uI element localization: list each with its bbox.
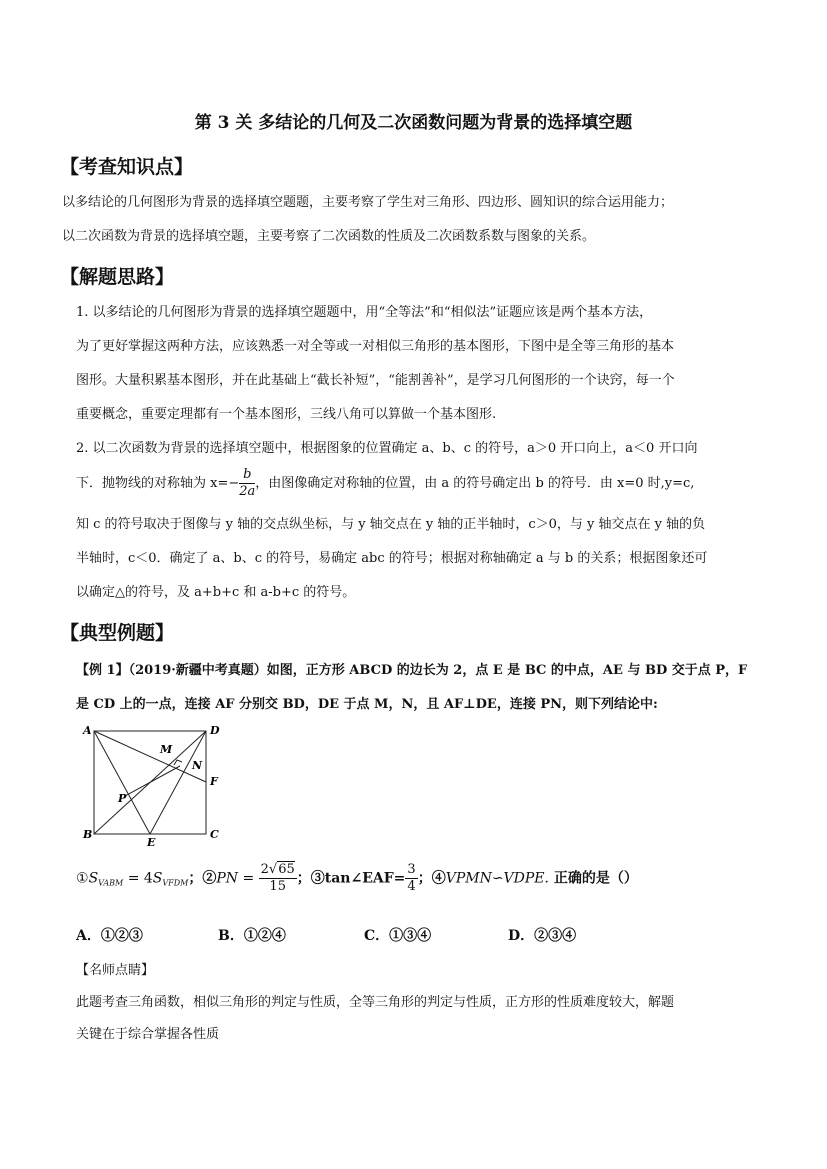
label-p: P bbox=[118, 792, 127, 805]
label-m: M bbox=[160, 743, 173, 756]
conclusion-2-denominator: 15 bbox=[269, 879, 286, 894]
conclusion-1-mark: ① bbox=[76, 870, 89, 887]
knowledge-line-1: 以多结论的几何图形为背景的选择填空题题，主要考察了学生对三角形、四边形、圆知识的综合运用能力； bbox=[62, 195, 674, 210]
knowledge-line-2: 以二次函数为背景的选择填空题，主要考察了二次函数的性质及二次函数系数与图象的关系。 bbox=[62, 229, 596, 244]
option-a: A．①②③ bbox=[76, 928, 143, 944]
option-c: C．①③④ bbox=[364, 928, 432, 944]
example-1-line-2: 是 CD 上的一点，连接 AF 分别交 BD，DE 于点 M，N，且 AF⊥DE，连接 PN，则下列结论中: bbox=[76, 697, 658, 712]
approach-1-line-3: 图形。大量积累基本图形，并在此基础上“截长补短”，“能割善补”，是学习几何图形的一个诀窍，每一个 bbox=[76, 373, 675, 388]
section-heading-approach: 【解题思路】 bbox=[60, 266, 175, 288]
segment-pn bbox=[125, 766, 180, 796]
approach-2-line-2-post: ，由图像确定对称轴的位置，由 a 的符号确定出 b 的符号．由 x=0 时,y=c, bbox=[255, 476, 695, 491]
conclusion-1-subscript-fdm: VFDM bbox=[162, 878, 189, 888]
label-b: B bbox=[83, 828, 93, 841]
conclusion-1-subscript-abm: VABM bbox=[98, 878, 124, 888]
conclusion-4-mark: ；④ bbox=[417, 870, 446, 887]
option-d: D．②③④ bbox=[508, 928, 577, 944]
section-heading-knowledge: 【考查知识点】 bbox=[60, 156, 194, 178]
conclusion-1-s-symbol-2: S bbox=[152, 870, 163, 887]
conclusion-2-fraction bbox=[259, 862, 297, 895]
minus-sign: − bbox=[228, 476, 240, 491]
commentary-line-2: 关键在于综合掌握各性质 bbox=[76, 1027, 220, 1042]
commentary-heading: 【名师点睛】 bbox=[76, 963, 155, 978]
label-f: F bbox=[210, 775, 218, 788]
example-1-line-1: 【例 1】（2019·新疆中考真题）如图，正方形 ABCD 的边长为 2，点 E 是 BC 的中点，AE 与 BD 交于点 P，F bbox=[76, 663, 748, 678]
label-d: D bbox=[210, 724, 220, 737]
right-angle-mark bbox=[174, 760, 182, 765]
approach-1-line-1: 1. 以多结论的几何图形为背景的选择填空题题中，用“全等法”和“相似法”证题应该是两个基本方法， bbox=[76, 305, 653, 320]
approach-1-line-4: 重要概念，重要定理都有一个基本图形，三线八角可以算做一个基本图形. bbox=[76, 407, 497, 422]
approach-1-line-2: 为了更好掌握这两种方法，应该熟悉一对全等或一对相似三角形的基本图形，下图中是全等三角形的基本 bbox=[76, 339, 675, 354]
conclusion-2-coef: 2 bbox=[260, 862, 269, 877]
conclusion-3-text: ；③tan∠EAF= bbox=[296, 870, 406, 887]
page-title: 第 3 关 多结论的几何及二次函数问题为背景的选择填空题 bbox=[194, 113, 633, 133]
section-heading-examples: 【典型例题】 bbox=[60, 622, 175, 644]
conclusions-question: 正确的是（） bbox=[548, 870, 638, 887]
approach-2-line-5: 以确定△的符号，及 a+b+c 和 a-b+c 的符号。 bbox=[76, 585, 356, 600]
conclusion-1-equals: = 4 bbox=[123, 870, 153, 887]
conclusion-4-text: VPMN∽VDPE. bbox=[445, 870, 549, 887]
commentary-line-1: 此题考查三角函数，相似三角形的判定与性质，全等三角形的判定与性质，正方形的性质难度较大，解题 bbox=[76, 995, 675, 1010]
conclusion-3-numerator: 3 bbox=[407, 862, 416, 877]
conclusion-2-radicand: 65 bbox=[278, 862, 295, 877]
conclusion-3-fraction bbox=[405, 862, 417, 895]
conclusion-2-numerator: 2√65 bbox=[260, 862, 295, 877]
label-c: C bbox=[210, 828, 219, 841]
conclusion-3-denominator: 4 bbox=[407, 879, 416, 894]
approach-2-line-4: 半轴时，c＜0．确定了 a、b、c 的符号，易确定 abc 的符号；根据对称轴确定 a 与 b 的关系；根据图象还可 bbox=[76, 551, 708, 566]
conclusion-1-s-symbol: S bbox=[88, 870, 99, 887]
approach-2-line-2 bbox=[76, 464, 694, 504]
conclusions-line bbox=[76, 862, 638, 895]
conclusion-2-mark: ；② bbox=[188, 870, 217, 887]
approach-2-line-1: 2. 以二次函数为背景的选择填空题中，根据图象的位置确定 a、b、c 的符号，a＞0 开口向上，a＜0 开口向 bbox=[76, 441, 698, 456]
option-b: B．①②④ bbox=[218, 928, 286, 944]
axis-fraction-denominator: 2a bbox=[239, 484, 256, 499]
approach-2-line-3: 知 c 的符号取决于图像与 y 轴的交点纵坐标，与 y 轴交点在 y 轴的正半轴时，c＞0，与 y 轴交点在 y 轴的负 bbox=[76, 517, 706, 532]
label-n: N bbox=[192, 759, 203, 772]
square-geometry-figure bbox=[80, 722, 230, 847]
label-a: A bbox=[83, 724, 92, 737]
approach-2-line-2-pre: 下．抛物线的对称轴为 x= bbox=[76, 476, 229, 491]
segment-af bbox=[94, 731, 206, 782]
conclusion-2-lhs: PN = bbox=[216, 870, 259, 887]
axis-fraction bbox=[239, 467, 255, 500]
segment-ae bbox=[94, 731, 150, 834]
label-e: E bbox=[147, 836, 156, 847]
segment-de bbox=[150, 731, 206, 834]
axis-fraction-numerator: b bbox=[239, 467, 255, 484]
